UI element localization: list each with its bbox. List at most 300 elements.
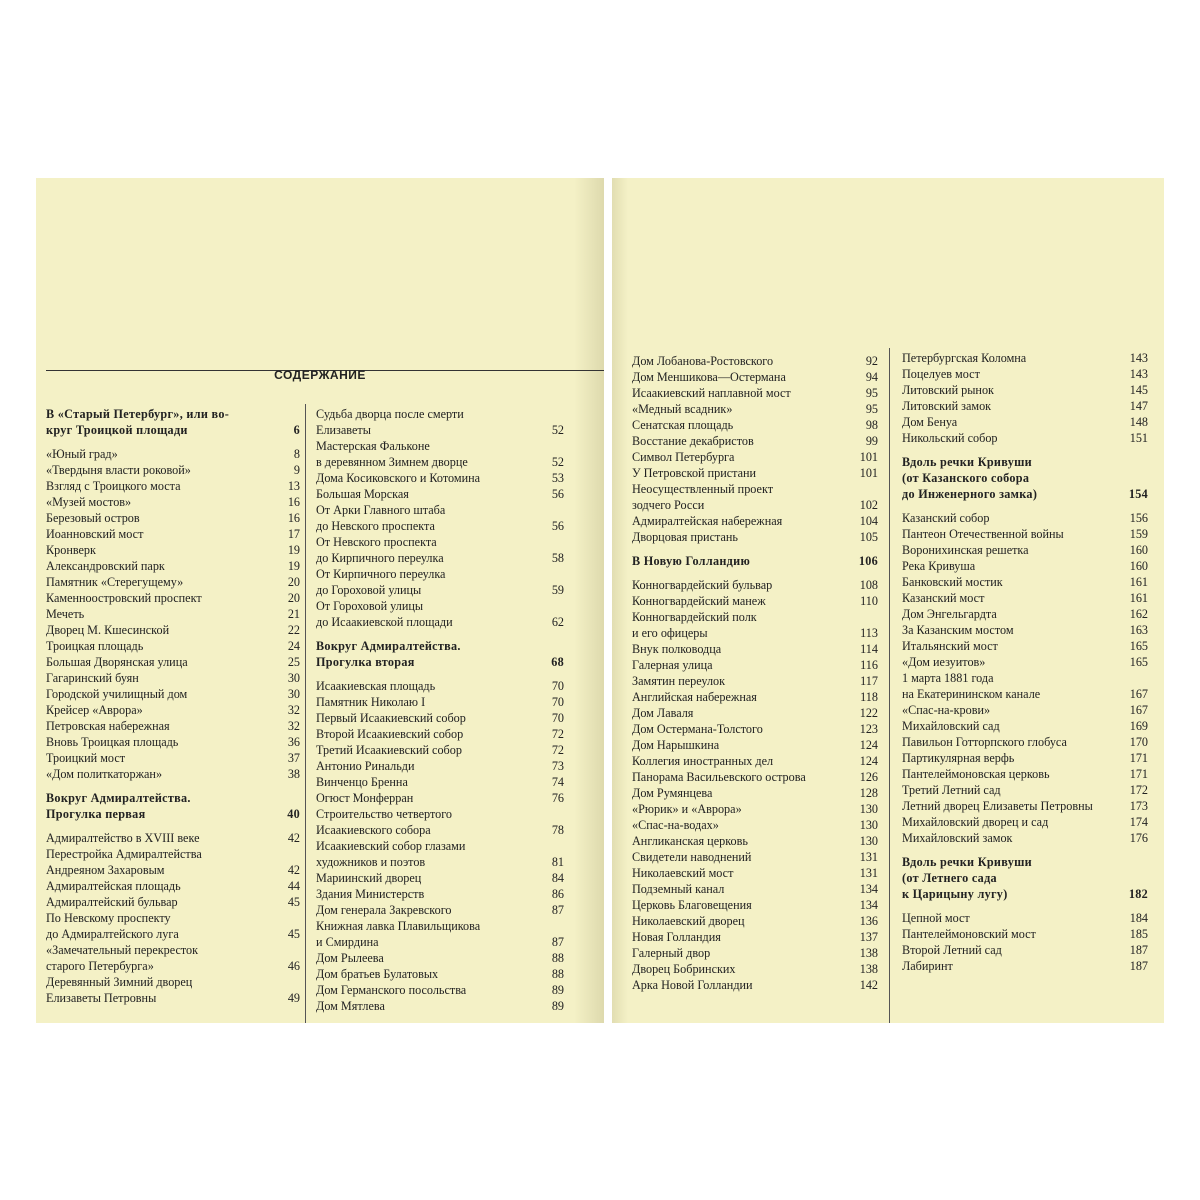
toc-entry <box>316 790 564 806</box>
toc-entry-page: 68 <box>551 655 564 669</box>
toc-section-heading <box>902 854 1148 902</box>
toc-entry <box>902 958 1148 974</box>
toc-entry <box>632 513 878 529</box>
toc-entry-page: 19 <box>287 559 300 573</box>
toc-entry <box>632 689 878 705</box>
toc-entry-title: Дом Лаваля <box>632 706 694 720</box>
toc-entry-title: Павильон Готторпского глобуса <box>902 735 1067 749</box>
toc-entry-page: 20 <box>287 575 300 589</box>
toc-entry-page: 16 <box>287 495 300 509</box>
toc-entry <box>632 385 878 401</box>
toc-entry-page: 101 <box>859 450 878 464</box>
toc-entry <box>632 353 878 369</box>
toc-entry <box>46 654 300 670</box>
toc-entry-title: Михайловский сад <box>902 719 1000 733</box>
toc-entry <box>632 369 878 385</box>
toc-entry-page: 131 <box>859 850 878 864</box>
toc-entry-page: 52 <box>551 455 564 469</box>
toc-entry <box>46 894 300 910</box>
toc-entry-page: 182 <box>1128 887 1148 901</box>
toc-entry <box>316 406 564 438</box>
toc-entry-page: 49 <box>287 991 300 1005</box>
toc-entry-page: 73 <box>551 759 564 773</box>
toc-entry-page: 167 <box>1129 703 1148 717</box>
toc-section-heading <box>316 638 564 670</box>
toc-entry <box>902 734 1148 750</box>
page-gutter-shadow <box>574 178 604 1023</box>
toc-entry-title: «Спас-на-водах» <box>632 818 719 832</box>
toc-entry <box>632 945 878 961</box>
toc-entry-page: 86 <box>551 887 564 901</box>
toc-entry-title: Новая Голландия <box>632 930 721 944</box>
toc-entry <box>632 593 878 609</box>
toc-entry-title: Судьба дворца после смерти Елизаветы <box>316 407 464 437</box>
toc-entry-title: Петербургская Коломна <box>902 351 1027 365</box>
toc-entry-page: 161 <box>1129 591 1148 605</box>
toc-entry-page: 170 <box>1129 735 1148 749</box>
toc-entry <box>316 566 564 598</box>
toc-entry <box>316 678 564 694</box>
toc-entry <box>46 910 300 942</box>
toc-entry-page: 174 <box>1129 815 1148 829</box>
toc-entry <box>632 737 878 753</box>
toc-entry-title: Адмиралтейская площадь <box>46 879 181 893</box>
toc-entry-page: 32 <box>287 719 300 733</box>
toc-entry-title: Антонио Ринальди <box>316 759 415 773</box>
toc-entry-page: 70 <box>551 679 564 693</box>
toc-entry <box>632 769 878 785</box>
toc-entry-page: 30 <box>287 671 300 685</box>
toc-entry-page: 30 <box>287 687 300 701</box>
toc-entry <box>902 510 1148 526</box>
toc-entry <box>902 702 1148 718</box>
toc-entry <box>632 785 878 801</box>
toc-entry-page: 145 <box>1129 383 1148 397</box>
toc-entry-title: Вдоль речки Кривуши (от Летнего сада к Царицыну лугу) <box>902 855 1033 901</box>
toc-entry-page: 161 <box>1129 575 1148 589</box>
toc-entry-title: Внук полководца <box>632 642 722 656</box>
toc-entry-page: 187 <box>1129 943 1148 957</box>
toc-entry <box>902 670 1148 702</box>
toc-entry-title: Лабиринт <box>902 959 953 973</box>
toc-entry-title: Мастерская Фальконе в деревянном Зимнем дворце <box>316 439 468 469</box>
toc-entry <box>632 417 878 433</box>
toc-entry-page: 176 <box>1129 831 1148 845</box>
toc-entry-title: Адмиралтейство в XVIII веке <box>46 831 200 845</box>
toc-entry-page: 102 <box>859 498 878 512</box>
toc-entry <box>46 846 300 878</box>
toc-entry-title: Адмиралтейская набережная <box>632 514 783 528</box>
toc-entry-page: 118 <box>860 690 878 704</box>
toc-entry-page: 24 <box>287 639 300 653</box>
toc-entry-page: 138 <box>859 962 878 976</box>
toc-entry <box>902 798 1148 814</box>
toc-entry <box>316 902 564 918</box>
toc-entry <box>46 878 300 894</box>
toc-entry-page: 187 <box>1129 959 1148 973</box>
toc-entry-title: Дом Рылеева <box>316 951 384 965</box>
toc-entry-page: 128 <box>859 786 878 800</box>
toc-entry <box>632 577 878 593</box>
toc-entry-title: Огюст Монферран <box>316 791 414 805</box>
toc-entry <box>902 718 1148 734</box>
toc-entry-page: 169 <box>1129 719 1148 733</box>
page-gutter-shadow <box>612 178 628 1023</box>
toc-entry-page: 126 <box>859 770 878 784</box>
toc-entry-title: Английская набережная <box>632 690 757 704</box>
toc-entry-page: 184 <box>1129 911 1148 925</box>
toc-entry-page: 160 <box>1129 559 1148 573</box>
toc-entry-title: «Юный град» <box>46 447 118 461</box>
toc-entry-title: Подземный канал <box>632 882 725 896</box>
toc-entry-page: 130 <box>859 834 878 848</box>
toc-entry-title: Цепной мост <box>902 911 970 925</box>
toc-entry-page: 185 <box>1129 927 1148 941</box>
toc-entry-title: Дом Нарышкина <box>632 738 720 752</box>
toc-entry-page: 136 <box>859 914 878 928</box>
toc-entry-title: «Музей мостов» <box>46 495 132 509</box>
toc-entry <box>632 929 878 945</box>
toc-entry-page: 22 <box>287 623 300 637</box>
contents-heading: СОДЕРЖАНИЕ <box>274 368 366 382</box>
toc-entry-page: 148 <box>1129 415 1148 429</box>
toc-entry <box>46 638 300 654</box>
toc-entry <box>632 449 878 465</box>
toc-entry-title: Березовый остров <box>46 511 140 525</box>
toc-entry <box>632 609 878 641</box>
toc-entry-page: 19 <box>287 543 300 557</box>
toc-entry-title: По Невскому проспекту до Адмиралтейского луга <box>46 911 179 941</box>
toc-entry-title: Большая Морская <box>316 487 409 501</box>
toc-entry-title: Мариинский дворец <box>316 871 422 885</box>
toc-entry <box>46 446 300 462</box>
toc-entry-page: 13 <box>287 479 300 493</box>
toc-entry-title: Большая Дворянская улица <box>46 655 188 669</box>
right-page <box>612 178 1164 1023</box>
toc-entry-title: Свидетели наводнений <box>632 850 752 864</box>
toc-entry-title: Конногвардейский полк и его офицеры <box>632 610 757 640</box>
toc-entry <box>632 401 878 417</box>
toc-entry-title: Панорама Васильевского острова <box>632 770 806 784</box>
toc-entry <box>46 686 300 702</box>
toc-entry-title: Вновь Троицкая площадь <box>46 735 179 749</box>
toc-entry-page: 137 <box>859 930 878 944</box>
toc-entry-title: Галерный двор <box>632 946 711 960</box>
toc-entry-title: Второй Исаакиевский собор <box>316 727 464 741</box>
toc-entry <box>316 982 564 998</box>
toc-entry-title: Коллегия иностранных дел <box>632 754 774 768</box>
toc-column-1 <box>46 406 300 1006</box>
toc-entry <box>46 622 300 638</box>
toc-entry <box>46 494 300 510</box>
toc-entry-title: Река Кривуша <box>902 559 976 573</box>
toc-entry-page: 124 <box>859 754 878 768</box>
toc-entry <box>316 438 564 470</box>
toc-entry-page: 78 <box>551 823 564 837</box>
toc-entry <box>46 558 300 574</box>
toc-entry-title: Дом Энгельгардта <box>902 607 997 621</box>
toc-entry <box>316 886 564 902</box>
toc-entry-page: 56 <box>551 519 564 533</box>
toc-entry <box>902 606 1148 622</box>
toc-entry-page: 76 <box>551 791 564 805</box>
toc-entry <box>46 574 300 590</box>
toc-entry-page: 56 <box>551 487 564 501</box>
toc-entry <box>46 510 300 526</box>
toc-entry-page: 58 <box>551 551 564 565</box>
toc-entry-title: Восстание декабристов <box>632 434 754 448</box>
toc-entry-page: 42 <box>287 831 300 845</box>
toc-entry <box>316 918 564 950</box>
toc-entry-title: Михайловский замок <box>902 831 1013 845</box>
toc-entry <box>46 526 300 542</box>
toc-entry-title: Гагаринский буян <box>46 671 139 685</box>
toc-entry-page: 72 <box>551 727 564 741</box>
toc-entry-title: «Дом иезуитов» <box>902 655 986 669</box>
toc-entry-page: 42 <box>287 863 300 877</box>
toc-entry <box>902 366 1148 382</box>
toc-column-4 <box>902 350 1148 974</box>
toc-entry-page: 165 <box>1129 639 1148 653</box>
toc-entry-page: 122 <box>859 706 878 720</box>
toc-entry <box>902 542 1148 558</box>
toc-entry-title: Винченцо Бренна <box>316 775 408 789</box>
toc-entry <box>902 830 1148 846</box>
toc-entry-page: 173 <box>1129 799 1148 813</box>
toc-entry-page: 95 <box>865 386 878 400</box>
toc-entry-page: 106 <box>858 554 878 568</box>
toc-entry-page: 44 <box>287 879 300 893</box>
toc-entry-page: 110 <box>860 594 878 608</box>
toc-entry-page: 171 <box>1129 767 1148 781</box>
toc-entry-page: 142 <box>859 978 878 992</box>
column-divider <box>889 348 890 1023</box>
toc-entry-title: Исаакиевский собор глазами художников и поэтов <box>316 839 466 869</box>
toc-entry-title: От Кирпичного переулка до Гороховой улицы <box>316 567 446 597</box>
toc-entry-title: «Медный всадник» <box>632 402 733 416</box>
toc-entry-page: 72 <box>551 743 564 757</box>
toc-entry-page: 37 <box>287 751 300 765</box>
toc-entry-title: Взгляд с Троицкого моста <box>46 479 181 493</box>
toc-entry-title: Англиканская церковь <box>632 834 748 848</box>
toc-entry-title: Дом Лобанова-Ростовского <box>632 354 774 368</box>
toc-entry-title: «Дом политкаторжан» <box>46 767 163 781</box>
toc-entry-title: Пантеон Отечественной войны <box>902 527 1064 541</box>
toc-entry <box>46 734 300 750</box>
toc-entry-title: Воронихинская решетка <box>902 543 1029 557</box>
toc-entry-page: 154 <box>1128 487 1148 501</box>
toc-entry <box>316 774 564 790</box>
toc-entry <box>46 590 300 606</box>
toc-column-2 <box>316 406 564 1014</box>
toc-entry-title: Символ Петербурга <box>632 450 735 464</box>
toc-entry-title: Перестройка Адмиралтейства Андреяном Захаровым <box>46 847 202 877</box>
toc-entry-page: 45 <box>287 927 300 941</box>
toc-entry-page: 165 <box>1129 655 1148 669</box>
toc-entry <box>902 926 1148 942</box>
toc-entry-title: Деревянный Зимний дворец Елизаветы Петровны <box>46 975 193 1005</box>
toc-entry-title: В Новую Голландию <box>632 554 751 568</box>
toc-column-3 <box>632 353 878 993</box>
toc-entry-page: 124 <box>859 738 878 752</box>
toc-entry-page: 138 <box>859 946 878 960</box>
toc-entry-page: 92 <box>865 354 878 368</box>
left-page <box>36 178 604 1023</box>
toc-entry-title: Банковский мостик <box>902 575 1003 589</box>
toc-entry-page: 98 <box>865 418 878 432</box>
toc-entry <box>632 817 878 833</box>
toc-entry-title: Книжная лавка Плавильщикова и Смирдина <box>316 919 481 949</box>
toc-entry-page: 89 <box>551 983 564 997</box>
toc-entry-page: 81 <box>551 855 564 869</box>
toc-entry-title: Николаевский мост <box>632 866 734 880</box>
toc-entry-page: 131 <box>859 866 878 880</box>
toc-entry-title: Конногвардейский манеж <box>632 594 766 608</box>
toc-entry-title: Каменноостровский проспект <box>46 591 202 605</box>
toc-entry-page: 94 <box>865 370 878 384</box>
toc-entry <box>902 622 1148 638</box>
toc-entry <box>632 673 878 689</box>
toc-entry-title: 1 марта 1881 года на Екатерининском канале <box>902 671 1041 701</box>
toc-entry-page: 130 <box>859 802 878 816</box>
toc-entry <box>316 694 564 710</box>
toc-entry-page: 159 <box>1129 527 1148 541</box>
toc-entry <box>632 705 878 721</box>
toc-entry-page: 143 <box>1129 351 1148 365</box>
toc-entry-title: Конногвардейский бульвар <box>632 578 773 592</box>
toc-entry-title: Партикулярная верфь <box>902 751 1015 765</box>
toc-entry-page: 114 <box>860 642 878 656</box>
toc-entry-page: 53 <box>551 471 564 485</box>
toc-entry-title: Литовский рынок <box>902 383 994 397</box>
toc-entry-page: 45 <box>287 895 300 909</box>
toc-entry-title: От Арки Главного штаба до Невского проспекта <box>316 503 446 533</box>
toc-entry-title: Троицкая площадь <box>46 639 144 653</box>
toc-entry-page: 87 <box>551 935 564 949</box>
toc-entry-page: 171 <box>1129 751 1148 765</box>
toc-entry-title: Здания Министерств <box>316 887 425 901</box>
toc-entry <box>632 977 878 993</box>
toc-entry-title: Третий Летний сад <box>902 783 1001 797</box>
toc-entry <box>316 838 564 870</box>
toc-entry <box>632 657 878 673</box>
toc-entry-page: 167 <box>1129 687 1148 701</box>
toc-entry-title: Итальянский мост <box>902 639 998 653</box>
toc-entry <box>46 670 300 686</box>
toc-entry-title: Третий Исаакиевский собор <box>316 743 462 757</box>
toc-entry-title: Неосуществленный проект зодчего Росси <box>632 482 774 512</box>
toc-entry <box>46 462 300 478</box>
toc-entry <box>902 654 1148 670</box>
toc-entry-title: Вокруг Адмиралтейства. Прогулка первая <box>46 791 191 821</box>
toc-entry-page: 134 <box>859 882 878 896</box>
toc-entry <box>902 382 1148 398</box>
toc-entry-title: Вокруг Адмиралтейства. Прогулка вторая <box>316 639 461 669</box>
toc-entry-title: В «Старый Петербург», или во- круг Троицкой площади <box>46 407 230 437</box>
toc-entry-page: 6 <box>293 423 300 437</box>
toc-entry-title: Петровская набережная <box>46 719 170 733</box>
toc-entry-title: Дома Косиковского и Котомина <box>316 471 481 485</box>
toc-entry <box>902 590 1148 606</box>
toc-entry-page: 74 <box>551 775 564 789</box>
toc-entry <box>316 534 564 566</box>
toc-entry <box>316 806 564 838</box>
toc-entry <box>46 766 300 782</box>
toc-entry-title: Дворец Бобринских <box>632 962 736 976</box>
toc-entry-page: 40 <box>287 807 300 821</box>
toc-entry <box>316 758 564 774</box>
toc-entry-title: Поцелуев мост <box>902 367 980 381</box>
toc-entry <box>902 430 1148 446</box>
toc-entry <box>632 753 878 769</box>
toc-entry-page: 59 <box>551 583 564 597</box>
toc-entry <box>46 606 300 622</box>
toc-entry-title: Иоанновский мост <box>46 527 144 541</box>
toc-entry <box>902 750 1148 766</box>
toc-entry <box>902 526 1148 542</box>
toc-entry <box>902 558 1148 574</box>
toc-entry-title: Дом Румянцева <box>632 786 713 800</box>
toc-entry-page: 8 <box>293 447 300 461</box>
toc-entry-title: Казанский собор <box>902 511 990 525</box>
toc-entry-page: 162 <box>1129 607 1148 621</box>
toc-entry-title: «Спас-на-крови» <box>902 703 991 717</box>
toc-entry-page: 9 <box>293 463 300 477</box>
toc-entry-title: Казанский мост <box>902 591 985 605</box>
toc-entry <box>902 766 1148 782</box>
toc-entry <box>902 574 1148 590</box>
toc-entry-page: 88 <box>551 951 564 965</box>
toc-section-heading <box>632 553 878 569</box>
toc-entry-title: Михайловский дворец и сад <box>902 815 1049 829</box>
toc-entry-title: Кронверк <box>46 543 96 557</box>
toc-entry <box>632 849 878 865</box>
toc-entry-title: «Замечательный перекресток старого Петербурга» <box>46 943 199 973</box>
toc-entry-title: От Гороховой улицы до Исаакиевской площади <box>316 599 453 629</box>
toc-entry <box>316 950 564 966</box>
toc-entry <box>316 870 564 886</box>
toc-entry-title: Первый Исаакиевский собор <box>316 711 466 725</box>
toc-entry <box>632 913 878 929</box>
toc-entry-title: Дом Мятлева <box>316 999 385 1013</box>
toc-entry <box>46 830 300 846</box>
toc-entry-title: Дом Остермана-Толстого <box>632 722 763 736</box>
toc-entry <box>902 638 1148 654</box>
toc-entry-title: Дом генерала Закревского <box>316 903 452 917</box>
toc-entry-page: 143 <box>1129 367 1148 381</box>
toc-entry <box>902 350 1148 366</box>
toc-entry-title: Памятник Николаю I <box>316 695 426 709</box>
toc-entry-page: 87 <box>551 903 564 917</box>
toc-entry <box>632 465 878 481</box>
toc-entry <box>632 897 878 913</box>
toc-entry <box>902 814 1148 830</box>
toc-entry <box>632 833 878 849</box>
toc-entry-title: Церковь Благовещения <box>632 898 752 912</box>
toc-entry-title: Троицкий мост <box>46 751 126 765</box>
toc-entry-page: 101 <box>859 466 878 480</box>
toc-entry <box>316 470 564 486</box>
toc-entry <box>316 742 564 758</box>
toc-entry-page: 130 <box>859 818 878 832</box>
toc-entry-page: 17 <box>287 527 300 541</box>
toc-entry <box>46 718 300 734</box>
toc-entry <box>632 801 878 817</box>
toc-entry-page: 151 <box>1129 431 1148 445</box>
column-divider <box>305 404 306 1023</box>
toc-entry-page: 123 <box>859 722 878 736</box>
toc-section-heading <box>46 406 300 438</box>
